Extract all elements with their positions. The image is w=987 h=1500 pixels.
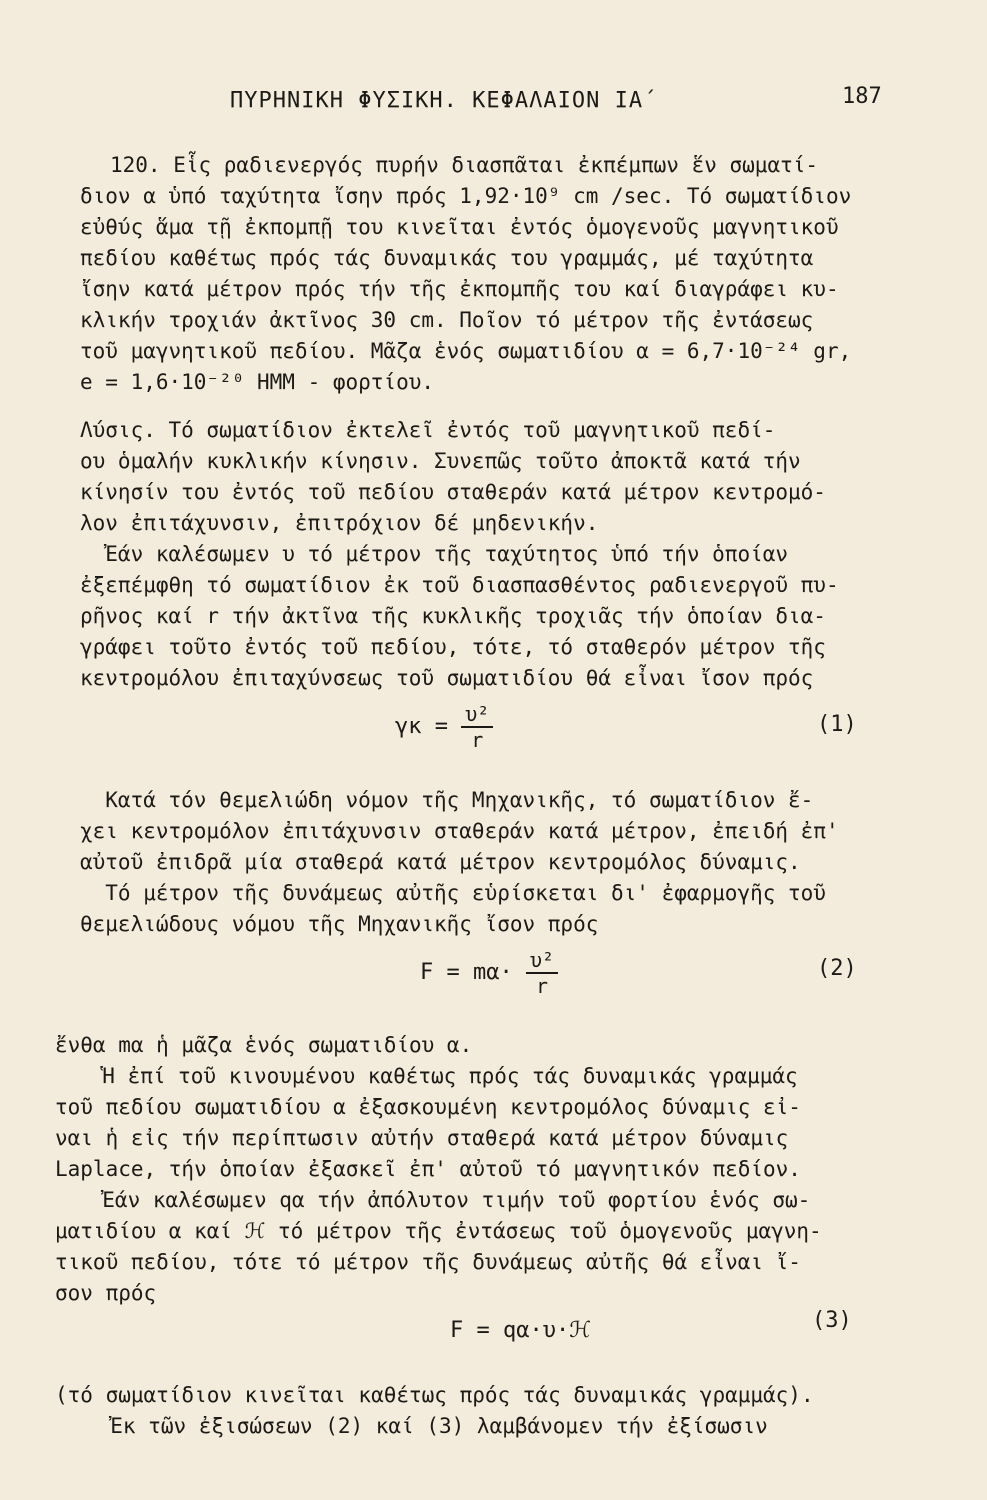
equation-lhs: γκ = <box>395 714 448 739</box>
text-line: γράφει τοῦτο ἐντός τοῦ πεδίου, τότε, τό σταθερόν μέτρον τῆς <box>80 635 826 659</box>
text-line: τοῦ μαγνητικοῦ πεδίου. Μᾶζα ἑνός σωματιδίου α = 6,7·10⁻²⁴ gr, <box>80 339 852 363</box>
text-line: θεμελιώδους νόμου τῆς Μηχανικῆς ἴσον πρός <box>80 912 599 936</box>
text-line: κεντρομόλου ἐπιταχύνσεως τοῦ σωματιδίου θά εἶναι ἴσον πρός <box>80 666 814 690</box>
text-line: κλικήν τροχιάν ἀκτῖνος 30 cm. Ποῖον τό μέτρον τῆς ἐντάσεως <box>80 308 814 332</box>
equation-1-label: (1) <box>817 712 857 737</box>
text-line: Laplace, τήν ὁποίαν ἐξασκεῖ ἐπ' αὐτοῦ τό μαγνητικόν πεδίον. <box>55 1157 801 1181</box>
solution-paragraph <box>80 415 930 694</box>
text-line: Ἐκ τῶν ἐξισώσεων (2) καί (3) λαμβάνομεν τήν ἐξίσωσιν <box>85 1414 768 1438</box>
equation-3-label: (3) <box>812 1308 852 1333</box>
text-line: χει κεντρομόλον ἐπιτάχυνσιν σταθεράν κατά μέτρον, ἐπειδή ἐπ' <box>80 819 839 843</box>
text-line: Ἐάν καλέσωμεν υ τό μέτρον τῆς ταχύτητος ὑπό τήν ὁποίαν <box>80 542 789 566</box>
text-line: πεδίου καθέτως πρός τάς δυναμικάς του γραμμάς, μέ ταχύτητα <box>80 246 814 270</box>
text-line: τικοῦ πεδίου, τότε τό μέτρον τῆς δυνάμεως αὐτῆς θά εἶναι ἴ- <box>55 1250 801 1274</box>
text-line: 120. Εἷς ραδιενεργός πυρήν διασπᾶται ἐκπέμπων ἕν σωματί- <box>110 153 819 177</box>
equation-3: F = qα·υ·ℋ <box>450 1318 591 1343</box>
text-line: e = 1,6·10⁻²⁰ ΗΜΜ - φορτίου. <box>80 370 435 394</box>
text-line: τοῦ πεδίου σωματιδίου α ἐξασκουμένη κεντρομόλος δύναμις εἰ- <box>55 1095 801 1119</box>
text-line: (τό σωματίδιον κινεῖται καθέτως πρός τάς δυναμικάς γραμμάς). <box>55 1383 814 1407</box>
text-line: διον α ὑπό ταχύτητα ἴσην πρός 1,92·10⁹ cm /sec. Τό σωματίδιον <box>80 184 852 208</box>
equation-2 <box>420 948 558 998</box>
text-line: ματιδίου α καί ℋ τό μέτρον τῆς ἐντάσεως τοῦ ὁμογενοῦς μαγνη- <box>55 1219 822 1243</box>
text-line: Ἡ ἐπί τοῦ κινουμένου καθέτως πρός τάς δυναμικάς γραμμάς <box>77 1064 798 1088</box>
text-line: κίνησίν του ἐντός τοῦ πεδίου σταθεράν κατά μέτρον κεντρομό- <box>80 480 826 504</box>
text-line: Τό μέτρον τῆς δυνάμεως αὐτῆς εὑρίσκεται δι' ἐφαρμογῆς τοῦ <box>80 881 826 905</box>
equation-1 <box>395 702 493 752</box>
denominator: r <box>535 974 549 998</box>
fraction <box>526 948 558 998</box>
text-line: Κατά τόν θεμελιώδη νόμον τῆς Μηχανικῆς, τό σωματίδιον ἔ- <box>80 788 814 812</box>
closing-paragraph <box>55 1380 955 1442</box>
text-line: ἐξεπέμφθη τό σωματίδιον ἐκ τοῦ διασπασθέντος ραδιενεργοῦ πυ- <box>80 573 839 597</box>
text-line: Λύσις. Τό σωματίδιον ἐκτελεῖ ἐντός τοῦ μαγνητικοῦ πεδί- <box>80 418 776 442</box>
page-header <box>0 84 987 128</box>
fraction <box>461 702 493 752</box>
text-line: ἔνθα mα ἡ μᾶζα ἑνός σωματιδίου α. <box>55 1033 473 1057</box>
text-line: αὐτοῦ ἐπιδρᾶ μία σταθερά κατά μέτρον κεντρομόλος δύναμις. <box>80 850 801 874</box>
problem-statement <box>80 150 930 398</box>
text-line: ἴσην κατά μέτρον πρός τήν τῆς ἐκπομπῆς του καί διαγράφει κυ- <box>80 277 839 301</box>
newton-law-paragraph <box>80 785 940 940</box>
running-title: ΠΥΡΗΝΙΚΗ ΦΥΣΙΚΗ. ΚΕΦΑΛΑΙΟΝ ΙΑ΄ <box>230 88 658 113</box>
text-line: σον πρός <box>55 1281 157 1305</box>
equation-lhs: F = mα· <box>420 960 513 985</box>
page-number: 187 <box>842 84 882 109</box>
text-line: ρῆνος καί r τήν ἀκτῖνα τῆς κυκλικῆς τροχιᾶς τήν ὁποίαν δια- <box>80 604 826 628</box>
text-line: Ἐάν καλέσωμεν qα τήν ἀπόλυτον τιμήν τοῦ φορτίου ἑνός σω- <box>77 1188 811 1212</box>
text-line: λον ἐπιτάχυνσιν, ἐπιτρόχιον δέ μηδενικήν. <box>80 511 599 535</box>
numerator: υ² <box>526 948 558 974</box>
numerator: υ² <box>461 702 493 728</box>
denominator: r <box>471 728 484 752</box>
text-line: ου ὁμαλήν κυκλικήν κίνησιν. Συνεπῶς τοῦτο ἀποκτᾶ κατά τήν <box>80 449 801 473</box>
equation-2-label: (2) <box>817 956 857 981</box>
laplace-paragraph <box>55 1030 945 1309</box>
text-line: ναι ἡ εἰς τήν περίπτωσιν αὐτήν σταθερά κατά μέτρον δύναμις <box>55 1126 789 1150</box>
text-line: εὐθύς ἅμα τῇ ἐκπομπῇ του κινεῖται ἐντός ὁμογενοῦς μαγνητικοῦ <box>80 215 839 239</box>
